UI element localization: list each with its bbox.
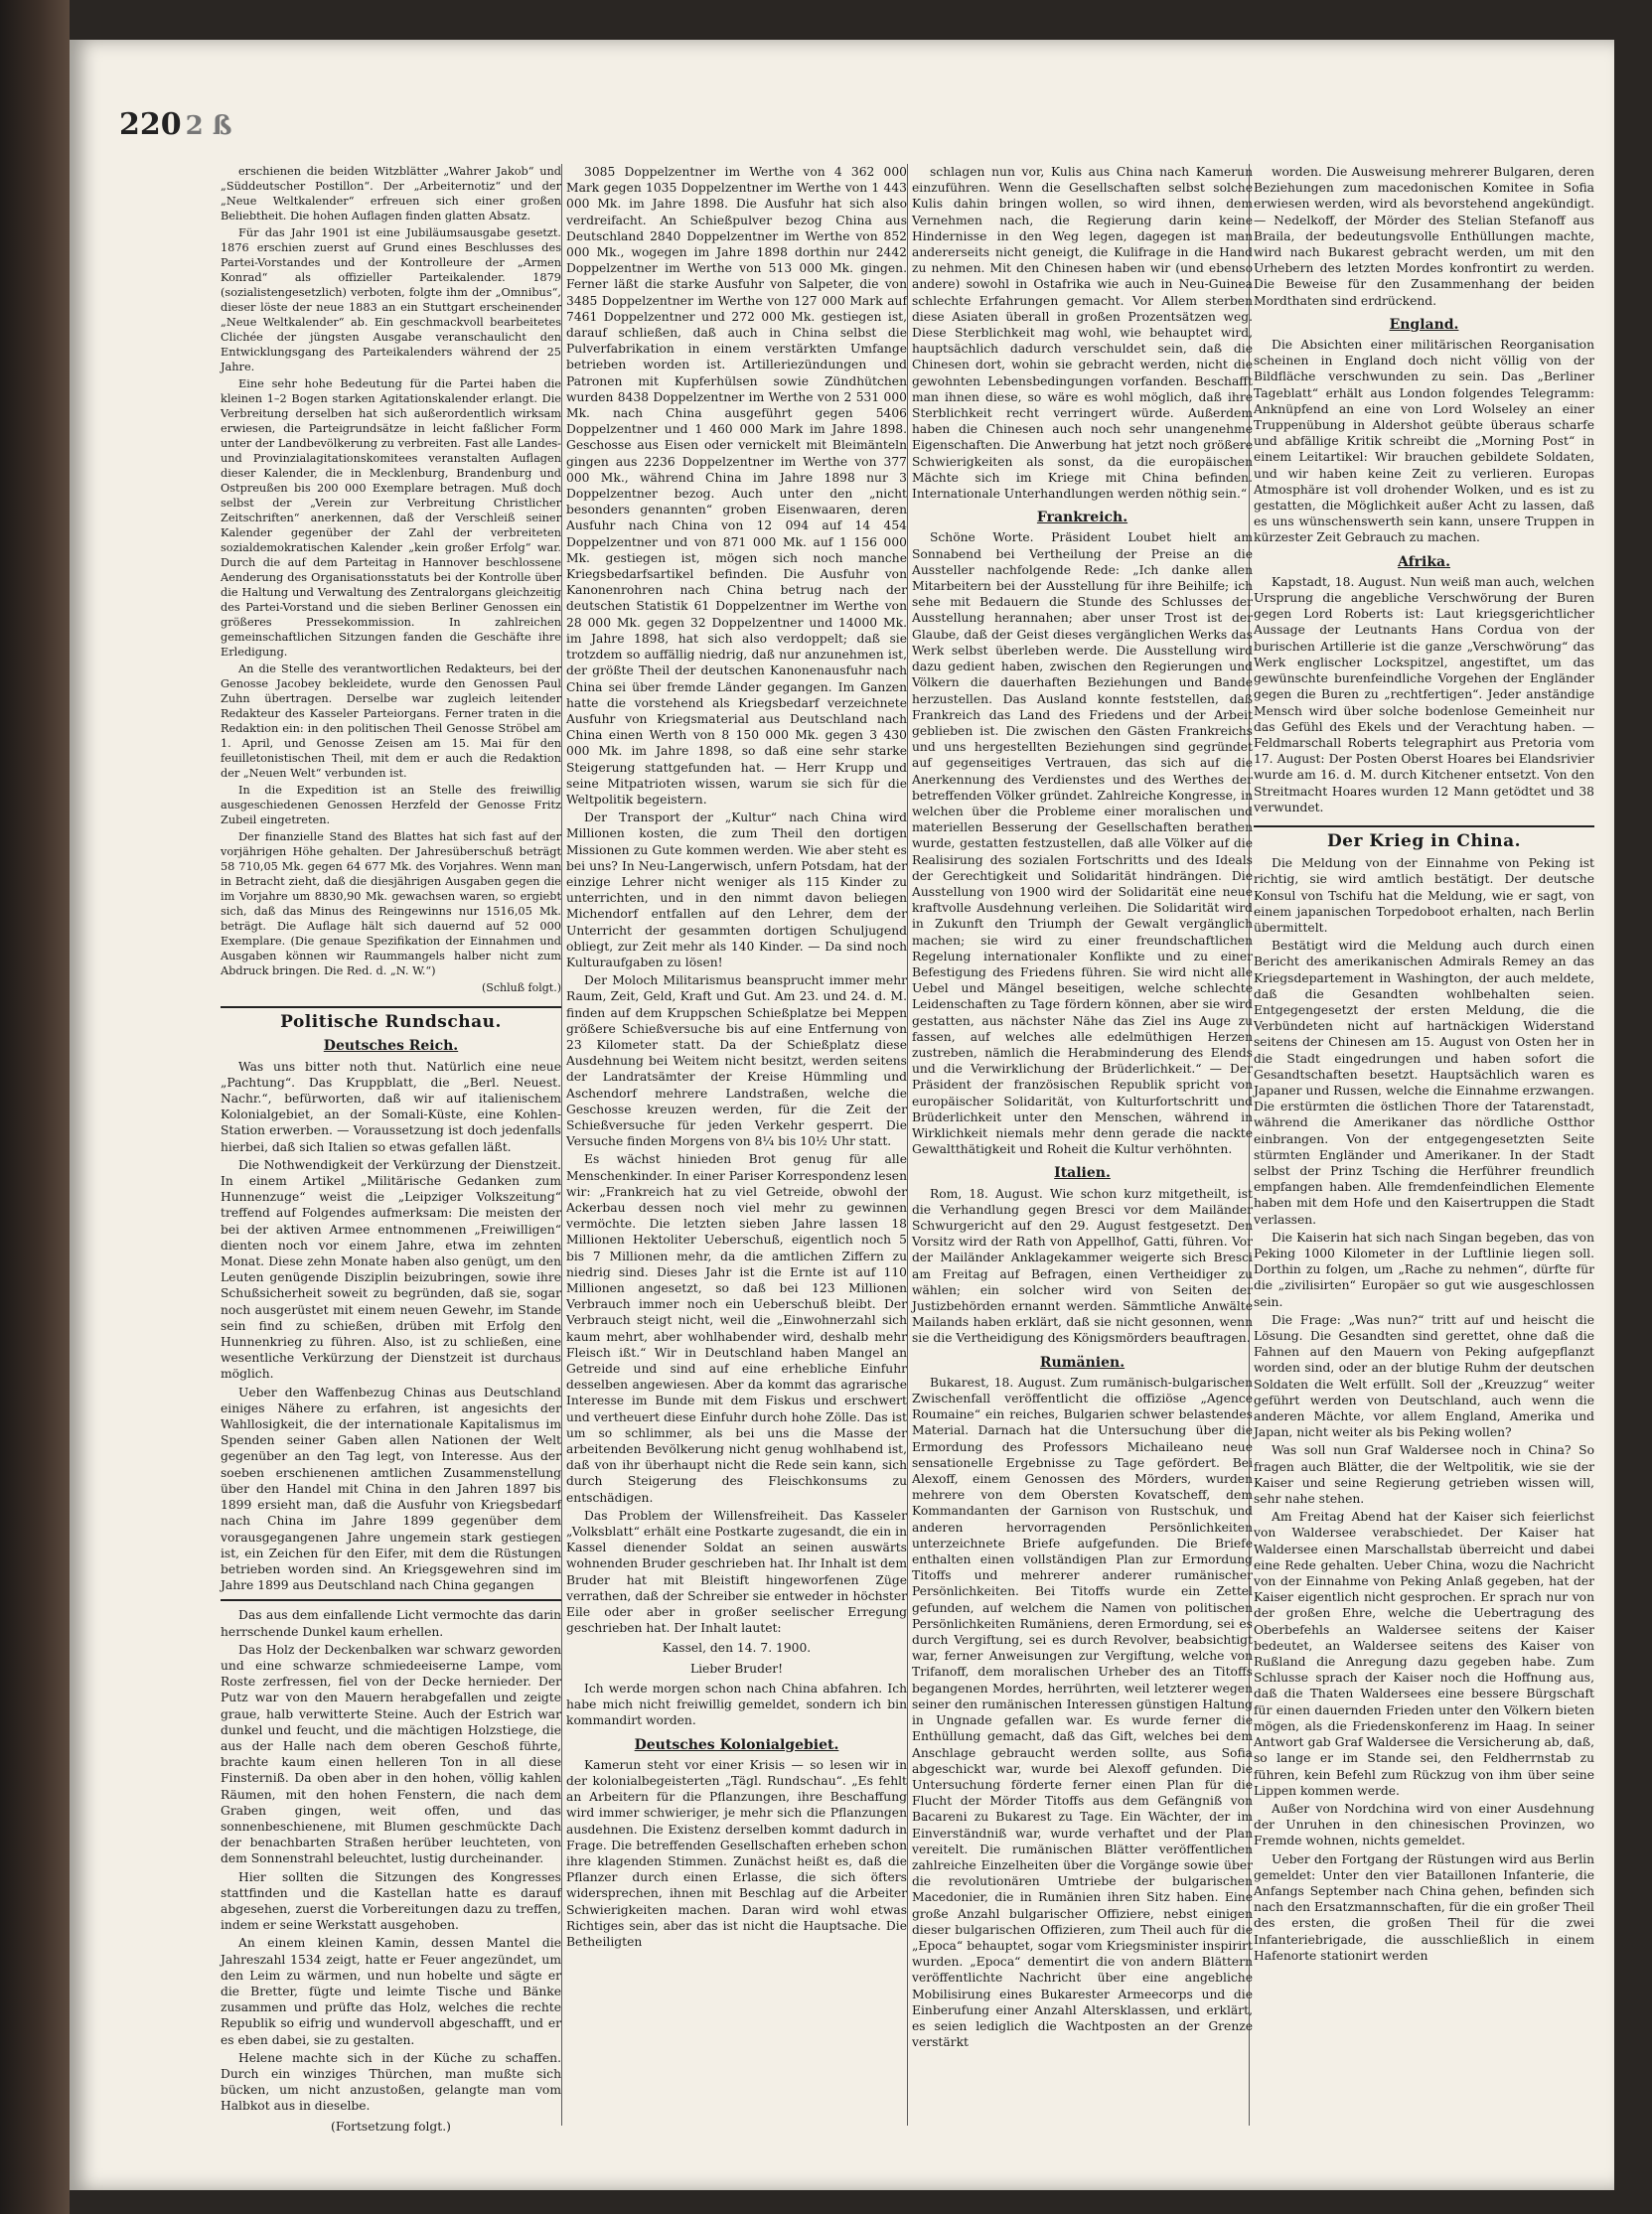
divider <box>221 1599 561 1601</box>
paragraph: Was uns bitter noth thut. Natürlich eine neue „Pachtung“. Das Kruppblatt, die „Berl. Neuest. Nachr.“, befürworten, daß wir auf italienischem Kolonialgebiet, an der Somali-Küste, eine Kohlen-Station erwerben. — Voraussetzung ist doch jedenfalls hierbei, daß sich Italien so etwas gefallen läßt. <box>221 1059 561 1154</box>
paragraph: Das Problem der Willensfreiheit. Das Kasseler „Volksblatt“ erhält eine Postkarte zugesandt, die ein in Kassel dienender Soldat an seinen auswärts wohnenden Bruder geschrieben hat. Ihr Inhalt ist dem Bruder hat mit Bleistift hingeworfenen Züge verrathen, daß der Schreiber sie entweder in höchster Eile oder aber in großer seelischer Erregung geschrieben hat. Der Inhalt lautet: <box>566 1508 907 1636</box>
column-1 <box>221 164 561 2134</box>
section-title-krieg: Der Krieg in China. <box>1254 825 1594 849</box>
paragraph: Ueber den Waffenbezug Chinas aus Deutschland einiges Nähere zu erfahren, ist angesichts der Wahllosigkeit, die der internationale Kapitalismus im Spenden seiner Gaben allen Nationen der Welt gegenüber an den Tag legt, von Interesse. Aus der soeben erschienenen amtlichen Zusammenstellung über den Handel mit China in den Jahren 1897 bis 1899 ersieht man, daß die Ausfuhr von Kriegsbedarf nach China im Jahre 1899 gegenüber dem vorausgegangenen Jahre ungemein stark gestiegen ist, ein Zeichen für den Eifer, mit dem die Rüstungen betrieben worden sind. An Kriegsgewehren sind im Jahre 1899 aus Deutschland nach China gegangen <box>221 1385 561 1593</box>
paragraph: Die Nothwendigkeit der Verkürzung der Dienstzeit. In einem Artikel „Militärische Gedanken zum Hunnenzuge“ weist die „Leipziger Volkszeitung“ treffend auf Folgendes aufmerksam: Die meisten der bei der aktiven Armee entnommenen „Freiwilligen“ dienten noch vor einem Jahre, etwa im zehnten Monat. Diese zehn Monate haben also genügt, um den Leuten genügende Disziplin beizubringen, sowie ihre Schußsicherheit soweit zu begründen, daß sie, sogar noch ausgerüstet mit einem neuen Gewehr, im Stande sein find zu schießen, drüben mit Erfolg den Hunnenkrieg zu führen. Also, ist zu schließen, eine wesentliche Verkürzung der Dienstzeit ist durchaus möglich. <box>221 1157 561 1382</box>
paragraph: Schöne Worte. Präsident Loubet hielt am Sonnabend bei Vertheilung der Preise an die Aussteller nachfolgende Rede: „Ich danke allen Mitarbeitern bei der Ausstellung für ihre Beihilfe; ich sehe mit Bedauern die Stunde des Schlusses der Ausstellung herannahen; aber unser Trost ist der Glaube, daß der Geist dieses vergänglichen Werks das Werk selbst überleben werde. Die Ausstellung wird dazu gedient haben, zwischen den Regierungen und Völkern die dauerhaften Beziehungen und Bande herzustellen. Das Ausland konnte feststellen, daß Frankreich das Land des Friedens und der Arbeit geblieben ist. Die zwischen den Gästen Frankreichs und uns hergestellten Beziehungen sind gegründet auf gegenseitiges Vertrauen, das sich auf die Anerkennung des Verdienstes und des Werthes der betreffenden Völker gründet. Zahlreiche Kongresse, in welchen über die Probleme einer moralischen und materiellen Besserung der Gesellschaften berathen wurde, gestatten festzustellen, daß alle Völker auf die Realisirung des sozialen Fortschritts und des Ideals der Gerechtigkeit und Solidarität hindrängen. Die Ausstellung von 1900 wird der Solidarität eine neue kraftvolle Ausdehnung verleihen. Die Solidarität wird in Zukunft den Triumph der Gewalt vergänglich machen; sie wird zu einer freundschaftlichen Regelung internationaler Konflikte und zu einer Befestigung des Friedens führen. Sie wird nicht alle Uebel und Mängel beseitigen, welche schlechte Leidenschaften zu Tage fördern können, aber sie wird gestatten, aus nächster Nähe das Ziel ins Auge zu fassen, auf welches alle edelmüthigen Herzen zustreben, nämlich die Herabminderung des Elends und die Verwirklichung der Brüderlichkeit.“ — Der Präsident der französischen Republik spricht von europäischer Solidarität, von Kulturfortschritt und Brüderlichkeit unter den Menschen, während in Wirklichkeit niemals mehr denn gerade die nackte Gewaltthätigkeit und Roheit die Kultur verhöhnten. <box>912 530 1253 1157</box>
paragraph: An die Stelle des verantwortlichen Redakteurs, bei der Genosse Jacobey bekleidete, wurde den Genossen Paul Zuhn übertragen. Derselbe war zugleich leitender Redakteur des Kasseler Parteiorgans. Ferner traten in die Redaktion ein: in den politischen Theil Genosse Ströbel am 1. April, und Genosse Zeisen am 15. Mai für den feuilletonistischen Theil, mit dem er auch die Redaktion der „Neuen Welt“ verbunden ist. <box>221 663 561 780</box>
paragraph: Der Moloch Militarismus beansprucht immer mehr Raum, Zeit, Geld, Kraft und Gut. Am 23. und 24. d. M. finden auf dem Kruppschen Schießplatze bei Meppen größere Schießversuche bis auf eine Entfernung von 23 Kilometer statt. Da der Schießplatz diese Ausdehnung bei Weitem nicht besitzt, werden seitens der Landratsämter der Kreise Hümmling und Aschendorf mehrere Landstraßen, welche die Geschosse kreuzen werden, für die Zeit der Schießversuche für jeden Verkehr gesperrt. Die Versuche finden Morgens von 8¼ bis 10½ Uhr statt. <box>566 973 907 1149</box>
paragraph: erschienen die beiden Witzblätter „Wahrer Jakob“ und „Süddeutscher Postillon“. Der „Arbeiternotiz“ und der „Neue Weltkalender“ erfreuen sich einer großen Beliebtheit. Die hohen Auflagen finden glatten Absatz. <box>221 165 561 222</box>
paragraph: Bestätigt wird die Meldung auch durch einen Bericht des amerikanischen Admirals Remey an das Kriegsdepartement in Washington, der auch meldete, daß die Gesandten wohlbehalten seien. Entgegengesetzt der ersten Meldung, die die Verbündeten nicht auf hartnäckigen Widerstand seitens der Chinesen am 15. August von Osten her in die Stadt eingedrungen und haben sofort die Gesandtschaften besetzt. Hauptsächlich waren es Japaner und Russen, welche die Einnahme erzwangen. Die erstürmten die östlichen Thore der Tatarenstadt, während die Amerikaner das nördliche Ostthor einbrangen. Von der entgegengesetzten Seite stürmten Engländer und Amerikaner. In der Stadt selbst der Prinz Tsching die Herführer freundlich empfangen haben. Alle fremdenfeindlichen Elemente haben mit dem Hofe und den Kaisertruppen die Stadt verlassen. <box>1254 939 1594 1227</box>
paragraph: In die Expedition ist an Stelle des freiwillig ausgeschiedenen Genossen Herzfeld der Genosse Fritz Zubeil eingetreten. <box>221 784 561 826</box>
paragraph: Das Holz der Deckenbalken war schwarz geworden und eine schwarze schmiedeeiserne Lampe, vom Roste zerfressen, fiel von der Decke hernieder. Der Putz war von den Mauern herabgefallen und zeigte graue, halb verwitterte Steine. Auch der Estrich war dunkel und feucht, und die mächtigen Holzstiege, die aus der Halle nach dem oberen Geschoß führte, brachte kaum einen helleren Ton in all diese Finsterniß. Da oben aber in den hohen, völlig kahlen Räumen, mit den hohen Fenstern, die nach dem Graben gingen, weit offen, und das sonnenbeschienene, mit Blumen geschmückte Dach der benachbarten Straßen herüber leuchteten, von dem Sonnenstrahl beleuchtet, lustig durcheinander. <box>221 1642 561 1866</box>
paragraph: Außer von Nordchina wird von einer Ausdehnung der Unruhen in den chinesischen Provinzen, wo Fremde wohnen, nichts gemeldet. <box>1254 1801 1594 1848</box>
letter-salutation: Lieber Bruder! <box>689 1661 784 1676</box>
paragraph: Für das Jahr 1901 ist eine Jubiläumsausgabe gesetzt. 1876 erschien zuerst auf Grund eines Beschlusses des Partei-Vorstandes und der Kontrolleure der „Armen Konrad“ als offizieller Parteikalender. 1879 (sozialistengesetzlich) verboten, folgte ihm der „Omnibus“, dieser löste der neue 1883 an ein Stuttgart erscheinender „Neue Weltkalender“ ab. Ein geschmackvoll bearbeitetes Clichée der jüngsten Ausgabe veranschaulicht den Entwicklungsgang des Parteikalenders während der 25 Jahre. <box>221 226 561 373</box>
section-title-afrika: Afrika. <box>1398 553 1450 570</box>
paragraph: Kapstadt, 18. August. Nun weiß man auch, welchen Ursprung die angebliche Verschwörung der Buren gegen Lord Roberts ist: Laut kriegsgerichtlicher Aussage der Leutnants Hans Cordua von der burischen Artillerie ist die ganze „Verschwörung“ das Werk englischer Lockspitzel, angestiftet, um das gewünschte burenfeindliche Vorgehen der Engländer gegen die Buren zu „rechtfertigen“. Jeder anständige Mensch wird über solche bodenlose Gemeinheit nur das Gefühl des Ekels und der Verachtung haben. — Feldmarschall Roberts telegraphirt aus Pretoria vom 17. August: Der Posten Oberst Hoares bei Elandsrivier wurde am 16. d. M. durch Kitchener entsetzt. Von den Streitmacht Hoares wurden 12 Mann getödtet und 38 verwundet. <box>1254 574 1594 814</box>
section-title-rundschau: Politische Rundschau. <box>221 1006 561 1030</box>
paragraph: Die Absichten einer militärischen Reorganisation scheinen in England doch nicht völlig von der Bildfläche verschwunden zu sein. Das „Berliner Tageblatt“ erhält aus London folgendes Telegramm: Anknüpfend an eine von Lord Wolseley an einer Truppenübung in Aldershot geübte überaus scharfe und abfällige Kritik schreibt die „Morning Post“ in einem Leitartikel: Wir brauchen gebildete Soldaten, und wir haben keine Zeit zu verlieren. Europas Atmosphäre ist voll drohender Wolken, und es ist zu gestatten, die Möglichkeit außer Acht zu lassen, daß es uns wünschenswerth sein kann, unsere Truppen in kürzester Zeit Gebrauch zu machen. <box>1254 338 1594 545</box>
paragraph: Die Kaiserin hat sich nach Singan begeben, das von Peking 1000 Kilometer in der Luftlinie liegen soll. Dorthin zu folgen, um „Rache zu nehmen“, dürfte für die „zivilisirten“ Europäer so gut wie ausgeschlossen sein. <box>1254 1230 1594 1309</box>
column-4 <box>1254 164 1594 2126</box>
paragraph: An einem kleinen Kamin, dessen Mantel die Jahreszahl 1534 zeigt, hatte er Feuer angezündet, um den Leim zu wärmen, und nun hobelte und sägte er die Bretter, fügte und leimte Tische und Bänke zusammen und prüfte das Holz, welches die rechte Republik so eifrig und wundervoll abgeschafft, und er es eben dabei, sie zu gestalten. <box>221 1936 561 2047</box>
paragraph: Der Transport der „Kultur“ nach China wird Millionen kosten, die zum Theil den dortigen Missionen zu Gute kommen werden. Wie aber steht es bei uns? In Neu-Langerwisch, unfern Potsdam, hat der einzige Lehrer nicht weniger als 115 Kinder zu unterrichten, und in den nimmt davon beliegen Michendorf entfallen auf den Lehrer, dem der Unterricht der gesammten dortigen Schuljugend obliegt, zur Zeit mehr als 140 Kinder. — Da sind noch Kulturaufgaben zu lösen! <box>566 811 907 969</box>
paragraph: Rom, 18. August. Wie schon kurz mitgetheilt, ist die Verhandlung gegen Bresci vor dem Mailänder Schwurgericht auf den 29. August festgesetzt. Den Vorsitz wird der Rath von Appellhof, Gatti, führen. Vor der Mailänder Anklagekammer weigerte sich Bresci am Freitag auf Befragen, einen Vertheidiger zu wählen; ein solcher wird von Seiten der Justizbehörden ernannt werden. Sämmtliche Anwälte Mailands haben erklärt, daß sie nicht gesonnen, wenn sie die Vertheidigung des Königsmörders beauftragen. <box>912 1186 1253 1346</box>
paragraph: Was soll nun Graf Waldersee noch in China? So fragen auch Blätter, die der Weltpolitik, wie sie der Kaiser und seine Regierung getrieben wissen will, sehr nahe stehen. <box>1254 1443 1594 1507</box>
paragraph: Bukarest, 18. August. Zum rumänisch-bulgarischen Zwischenfall veröffentlicht die offiziöse „Agence Roumaine“ ein reiches, Bulgarien schwer belastendes Material. Darnach hat die Untersuchung über die Ermordung des Professors Michaileano neue sensationelle Ergebnisse zu Tage gefördert. Bei Alexoff, einem Genossen des Mörders, wurden mehrere von dem Obersten Kovatscheff, dem Kommandanten der Garnison von Rustschuk, und anderen hervorragenden Persönlichkeiten unterzeichnete Briefe aufgefunden. Die Briefe enthalten einen vollständigen Plan zur Ermordung Titoffs und mehrerer anderer rumänischer Persönlichkeiten. Bei Titoffs wurde ein Zettel gefunden, auf welchem die Namen von politischen Persönlichkeiten Rumäniens, deren Ermordung, sei es durch Vergiftung, sei es durch Revolver, beabsichtigt war, ferner Anweisungen zur Vergiftung, welche von Trifanoff, dem moralischen Urheber des an Titoffs begangenen Mordes, herrührten, weil letzterer wegen seiner den rumänischen Interessen günstigen Haltung in Ungnade gefallen war. Es wurde ferner die Enthüllung gemacht, daß das Gift, welches bei dem Anschlage gebraucht werden sollte, aus Sofia abgeschickt war, wurde bei Alexoff gefunden. Die Untersuchung förderte ferner einen Plan für die Flucht der Mörder Titoffs aus dem Gefängniß von Bacareni zu Bukarest zu Tage. Ein Wächter, der im Einverständniß war, wurde verhaftet und der Plan vereitelt. Die rumänischen Blätter veröffentlichen zahlreiche Einzelheiten über die Vorgänge sowie über die revolutionären Umtriebe der bulgarischen Macedonier, die in Rumänien ihren Sitz haben. Eine große Anzahl bulgarischer Offiziere, nebst einigen dieser bulgarischen Offizieren, zum Theil auch für die „Epoca“ behauptet, sogar vom Kriegsminister inspirirt wurden. „Epoca“ dementirt die von andern Blättern veröffentlichte Nachricht über eine angebliche Mobilisirung eines Bukarester Armeecorps und die Einberufung einer Anzahl Altersklassen, und erklärt, es seien lediglich die Wachtposten an der Grenze verstärkt <box>912 1375 1253 2050</box>
paragraph: Die Meldung von der Einnahme von Peking ist richtig, sie wird amtlich bestätigt. Der deutsche Konsul von Tschifu hat die Meldung, wie er sagt, von einem japanischen Torpedoboot erhalten, nach Berlin übermittelt. <box>1254 856 1594 935</box>
column-rule <box>561 164 562 2126</box>
page-number <box>119 107 232 142</box>
section-title-italien: Italien. <box>1054 1165 1111 1182</box>
column-3 <box>912 164 1253 2126</box>
paragraph: Helene machte sich in der Küche zu schaffen. Durch ein winziges Thürchen, man mußte sich bücken, um nicht anzustoßen, gelangte man vom Halbkot aus in dieselbe. <box>221 2050 561 2114</box>
paragraph: Es wächst hinieden Brot genug für alle Menschenkinder. In einer Pariser Korrespondenz lesen wir: „Frankreich hat zu viel Getreide, obwohl der Ackerbau dessen noch viel mehr zu gewinnen vermöchte. Die letzten sieben Jahre lassen 18 Millionen Hektoliter Ueberschuß, eigentlich noch 5 bis 7 Millionen mehr, da die amtlichen Ziffern zu niedrig sind. Dieses Jahr ist die Ernte ist auf 110 Millionen angesetzt, so daß bei 123 Millionen Verbrauch immer noch ein Ueberschuß bleibt. Der Verbrauch steigt nicht, weil die „Einwohnerzahl sich kaum mehrt, aber wohlhabender wird, deshalb mehr Fleisch ißt.“ Wir in Deutschland haben Mangel an Getreide und sind auf eine erhebliche Einfuhr desselben angewiesen. Aber da kommt das agrarische Interesse im Bunde mit dem Fiskus und erschwert und vertheuert diese Einfuhr durch hohe Zölle. Das ist um so schlimmer, als bei uns die Masse der arbeitenden Bevölkerung nicht genug wohlhabend ist, daß von ihr überhaupt nicht die Rede sein kann, sich durch Steigerung des Fleischkonsums zu entschädigen. <box>566 1152 907 1505</box>
paragraph: 3085 Doppelzentner im Werthe von 4 362 000 Mark gegen 1035 Doppelzentner im Werthe von 1 443 000 Mk. im Jahre 1898. Die Ausfuhr hat sich also verdreifacht. An Schießpulver bezog China aus Deutschland 2840 Doppelzentner im Werthe von 852 000 Mk., wogegen im Jahre 1898 dorthin nur 2442 Doppelzentner im Werthe von 513 000 Mk. gingen. Ferner läßt die starke Ausfuhr von Salpeter, die von 3485 Doppelzentner im Werthe von 127 000 Mark auf 7461 Doppelzentner und 272 000 Mk. gestiegen ist, darauf schließen, daß auch in China selbst die Pulverfabrikation in einem verstärkten Umfange betrieben worden ist. Artilleriezündungen und Patronen mit Kupferhülsen sowie Zündhütchen wurden 8438 Doppelzentner im Werthe von 2 531 000 Mk. nach China ausgeführt gegen 5406 Doppelzentner und 1 460 000 Mark im Jahre 1898. Geschosse aus Eisen oder vernickelt mit Bleimänteln gingen aus 2236 Doppelzentner im Werthe von 377 000 Mk., während China im Jahre 1898 nur 3 Doppelzentner bezog. Auch unter den „nicht besonders genannten“ groben Eisenwaaren, deren Ausfuhr nach China von 12 094 auf 14 454 Doppelzentner und von 871 000 Mk. auf 1 156 000 Mk. gestiegen ist, mögen sich noch manche Kriegsbedarfsartikel befinden. Die Ausfuhr von Kanonenrohren nach China betrug nach der deutschen Statistik 61 Doppelzentner im Werthe von 28 000 Mk. gegen 32 Doppelzentner und 14000 Mk. im Jahre 1898, hat sich also verdoppelt; daß sie trotzdem so auffällig niedrig, daß nur anzunehmen ist, der größte Theil der deutschen Kanonenausfuhr nach China sei über fremde Länder gegangen. Im Ganzen hatte die vorstehend als Kriegsbedarf verzeichnete Ausfuhr von Kriegsmaterial aus Deutschland nach China einen Werth von 8 150 000 Mk. gegen 3 430 000 Mk. im Jahre 1898, so daß eine sehr starke Steigerung stattgefunden hat. — Herr Krupp und seine Mitpatrioten wissen, warum sie sich für die Weltpolitik begeistern. <box>566 165 907 807</box>
paragraph: Ueber den Fortgang der Rüstungen wird aus Berlin gemeldet: Unter den vier Bataillonen Infanterie, die Anfangs September nach China gehen, befinden sich nach den Ersatzmannschaften, für die ein großer Theil des ersten, die großen Theil für die zwei Infanteriebrigade, die ausschließlich in einem Hafenorte stationirt werden <box>1254 1851 1594 1963</box>
section-title-rumaenien: Rumänien. <box>1039 1354 1126 1371</box>
paragraph: Kamerun steht vor einer Krisis — so lesen wir in der kolonialbegeisterten „Tägl. Rundschau“. „Es fehlt an Arbeitern für die Pflanzungen, ihre Beschaffung wird immer schwieriger, je mehr sich die Pflanzungen ausdehnen. Die Existenz derselben kommt dadurch in Frage. Die betreffenden Gesellschaften erheben schon ihre klagenden Stimmen. Zunächst heißt es, daß die Pflanzer durch einen Erlasse, die sich öfters widersprechen, ihnen mit Beschlag auf die Arbeiter Schwierigkeiten machen. Daran wird wohl etwas Richtiges sein, aber das ist nicht die Hauptsache. Die Betheiligten <box>566 1757 907 1949</box>
book-binding <box>0 0 70 2214</box>
letter-body: Ich werde morgen schon nach China abfahren. Ich habe mich nicht freiwillig gemeldet, sondern ich bin kommandirt worden. <box>566 1681 907 1728</box>
column-2 <box>566 164 907 2126</box>
paragraph: Der finanzielle Stand des Blattes hat sich fast auf der vorjährigen Höhe gehalten. Der Jahresüberschuß beträgt 58 710,05 Mk. gegen 64 677 Mk. des Vorjahres. Wenn man in Betracht zieht, daß die diesjährigen Ausgaben gegen die im Vorjahre um 8830,90 Mk. gewachsen waren, so ergiebt sich, daß das Minus des Reingewinns nur 1516,05 Mk. beträgt. Die Auflage hält sich dauernd auf 52 000 Exemplare. (Die genaue Spezifikation der Einnahmen und Ausgaben können wir Raummangels halber nicht zum Abdruck bringen. Die Red. d. „N. W.“) <box>221 830 561 977</box>
paragraph: Eine sehr hohe Bedeutung für die Partei haben die kleinen 1–2 Bogen starken Agitationskalender erlangt. Die Verbreitung derselben hat sich außerordentlich wirksam erwiesen, die Parteigrundsätze in leicht faßlicher Form unter der Landbevölkerung zu verbreiten. Fast alle Landes- und Provinzialagitationskomitees veranstalten Auflagen dieser Kalender, die in Mecklenburg, Brandenburg und Ostpreußen bis 200 000 Exemplare betragen. Muß doch selbst der „Verein zur Verbreitung Christlicher Zeitschriften“ anerkennen, daß der Verschleiß seiner Kalender gegenüber der Zahl der verbreiteten sozialdemokratischen Kalender „kein großer Erfolg“ war. Durch die auf dem Parteitag in Hannover beschlossene Aenderung des Organisationsstatuts bei der Kontrolle über die Haltung und Verwaltung des Zentralorgans gleichzeitig des Partei-Vorstand und die sieben Berliner Genossen ein größeres Pressekommission. In zahlreichen gemeinschaftlichen Sitzungen fanden die Geschäfte ihre Erledigung. <box>221 377 561 659</box>
paragraph: Das aus dem einfallende Licht vermochte das darin herrschende Dunkel kaum erhellen. <box>221 1608 561 1639</box>
letter-date: Kassel, den 14. 7. 1900. <box>662 1641 812 1656</box>
section-title-reich: Deutsches Reich. <box>323 1038 459 1055</box>
continued-note: (Fortsetzung folgt.) <box>331 2119 451 2134</box>
section-title-frankreich: Frankreich. <box>1036 510 1128 526</box>
column-rule <box>907 164 908 2126</box>
paragraph: worden. Die Ausweisung mehrerer Bulgaren, deren Beziehungen zum macedonischen Komitee in Sofia erwiesen werden, wird als bevorstehend angekündigt. — Nedelkoff, der Mörder des Stelian Stefanoff aus Braila, der bedeutungsvolle Enthüllungen machte, wird nach Bukarest gebracht werden, um mit den Urhebern des letzten Mordes konfrontirt zu werden. Die Beweise für den Zusammenhang der beiden Mordthaten sind erdrückend. <box>1254 165 1594 308</box>
paragraph: Die Frage: „Was nun?“ tritt auf und heischt die Lösung. Die Gesandten sind gerettet, ohne daß die Fahnen auf den Mauern von Peking aufgepflanzt worden sind, oder an der blutige Ruhm der deutschen Soldaten die Welt erfüllt. Soll der „Kreuzzug“ weiter geführt werden von Deutschland, auch wenn die anderen Mächte, vor allem England, Amerika und Japan, nicht weiter als bis Peking wollen? <box>1254 1312 1594 1440</box>
section-title-kolonial: Deutsches Kolonialgebiet. <box>634 1736 839 1753</box>
page-number-text: 220 <box>119 107 182 142</box>
continued-note: (Schluß folgt.) <box>482 981 561 994</box>
paragraph: Hier sollten die Sitzungen des Kongresses stattfinden und die Kastellan hatte es darauf abgesehen, zuerst die Vorbereitungen dazu zu treffen, indem er seine Werkstatt ausgehoben. <box>221 1869 561 1933</box>
section-title-england: England. <box>1389 316 1459 333</box>
pencil-mark: 2 ß <box>185 111 232 141</box>
paragraph: schlagen nun vor, Kulis aus China nach Kamerun einzuführen. Wenn die Gesellschaften selbst solche Kulis dahin bringen wollen, so wird ihnen, dem Vernehmen nach, die Regierung darin keine Hindernisse in den Weg legen, dagegen ist man andererseits nicht geneigt, die Kulifrage in die Hand zu nehmen. Mit den Chinesen haben wir (und ebenso andere) sowohl in Ostafrika wie auch in Neu-Guinea schlechte Erfahrungen gemacht. Vor Allem sterben diese Asiaten überall in großen Prozentsätzen weg. Diese Sterblichkeit mag wohl, wie behauptet wird, hauptsächlich dadurch verschuldet sein, daß die Chinesen dort, wohin sie gebracht werden, nicht die gewohnten Lebensbedingungen vorfanden. Beschafft man ihnen diese, so wäre es wohl möglich, daß ihre Sterblichkeit recht verringert würde. Außerdem haben die Chinesen auch noch sehr unangenehme Eigenschaften. Die Anwerbung hat jetzt noch größere Schwierigkeiten als sonst, da die europäischen Mächte sich im Kriege mit China befinden. Internationale Unterhandlungen werden nöthig sein.“ <box>912 165 1253 502</box>
paragraph: Am Freitag Abend hat der Kaiser sich feierlichst von Waldersee verabschiedet. Der Kaiser hat Waldersee einen Marschallstab überreicht und dabei eine Rede gehalten. Ueber China, wozu die Nachricht von der Einnahme von Peking Anlaß gegeben, hat der Kaiser eigentlich nicht gesprochen. Er sprach nur von der großen Ehre, welche die Uebertragung des Oberbefehls an Waldersee seitens der Kaiser bedeutet, an Waldersee seitens des Kaiser von Rußland die Anregung dazu gegeben habe. Zum Schlusse sprach der Kaiser noch die Hoffnung aus, daß die Thaten Waldersees eine bessere Bürgschaft für einen dauernden Frieden unter den Völkern bieten mögen, als die Friedenskonferenz im Haag. In seiner Antwort gab Graf Waldersee die Versicherung ab, daß, so lange er im Stande sei, den Feldherrnstab zu führen, kein Befehl zum Rückzug von ihm über seine Lippen kommen werde. <box>1254 1510 1594 1798</box>
